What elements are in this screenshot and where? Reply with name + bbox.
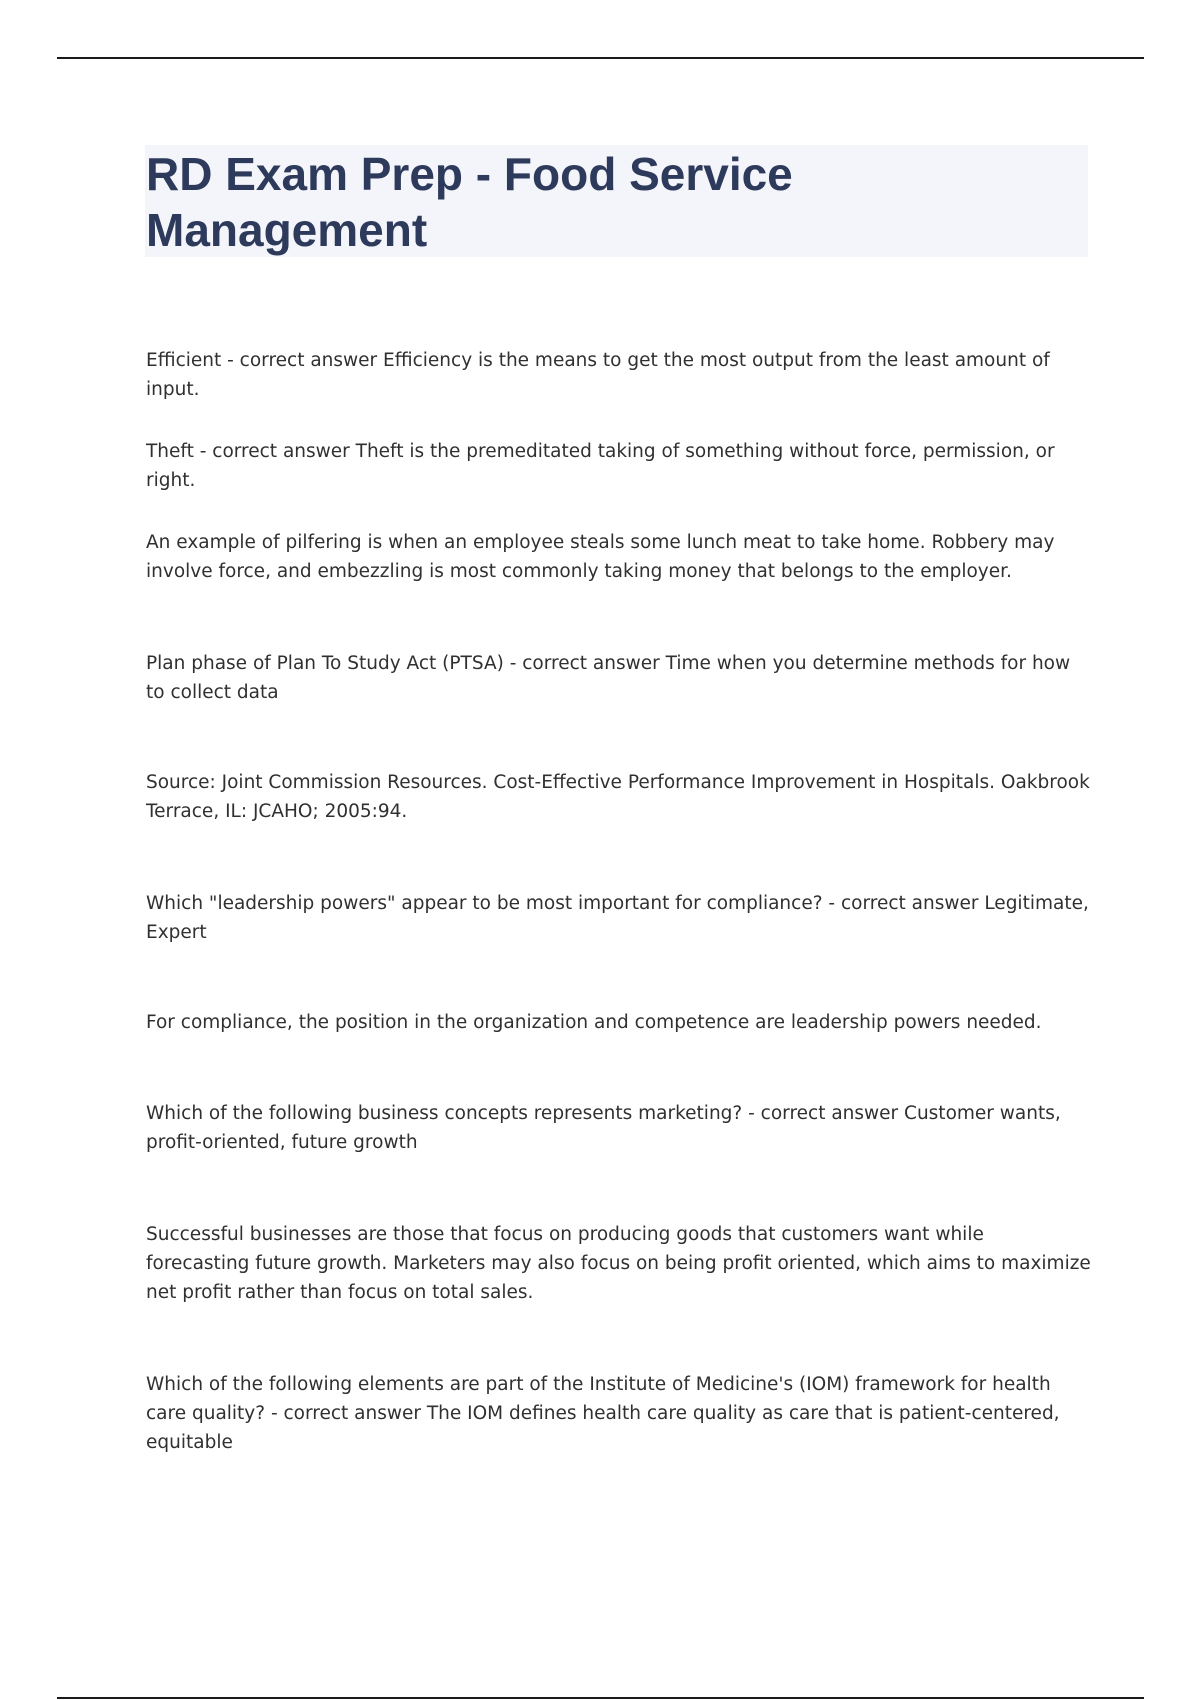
paragraph-successful-businesses: Successful businesses are those that focus on producing goods that customers want while forecasting future growth. Marketers may also focus on being profit oriented, which aims to maximize net profit rather than focus on total sales. — [146, 1224, 1091, 1303]
document-title: RD Exam Prep - Food Service Management — [146, 148, 793, 256]
paragraph-source: Source: Joint Commission Resources. Cost-Effective Performance Improvement in Hospitals. Oakbrook Terrace, IL: JCAHO; 2005:94. — [146, 772, 1090, 822]
top-rule — [57, 57, 1144, 59]
paragraph-plan-phase: Plan phase of Plan To Study Act (PTSA) - correct answer Time when you determine methods for how to collect data — [146, 653, 1071, 703]
paragraph-compliance: For compliance, the position in the organization and competence are leadership powers needed. — [146, 1012, 1042, 1033]
paragraph-pilfering: An example of pilfering is when an employee steals some lunch meat to take home. Robbery may involve force, and embezzling is most commonly taking money that belongs to the employer. — [146, 532, 1055, 582]
paragraph-iom-framework: Which of the following elements are part of the Institute of Medicine's (IOM) framework for health care quality? - correct answer The IOM defines health care quality as care that is patient-centered, equitable — [146, 1374, 1060, 1453]
bottom-rule — [57, 1697, 1144, 1699]
paragraph-marketing: Which of the following business concepts represents marketing? - correct answer Customer wants, profit-oriented, future growth — [146, 1103, 1061, 1153]
paragraph-theft: Theft - correct answer Theft is the premeditated taking of something without force, permission, or right. — [146, 441, 1055, 491]
paragraph-leadership-powers: Which "leadership powers" appear to be most important for compliance? - correct answer Legitimate, Expert — [146, 893, 1089, 943]
paragraph-efficient: Efficient - correct answer Efficiency is the means to get the most output from the least amount of input. — [146, 350, 1050, 400]
